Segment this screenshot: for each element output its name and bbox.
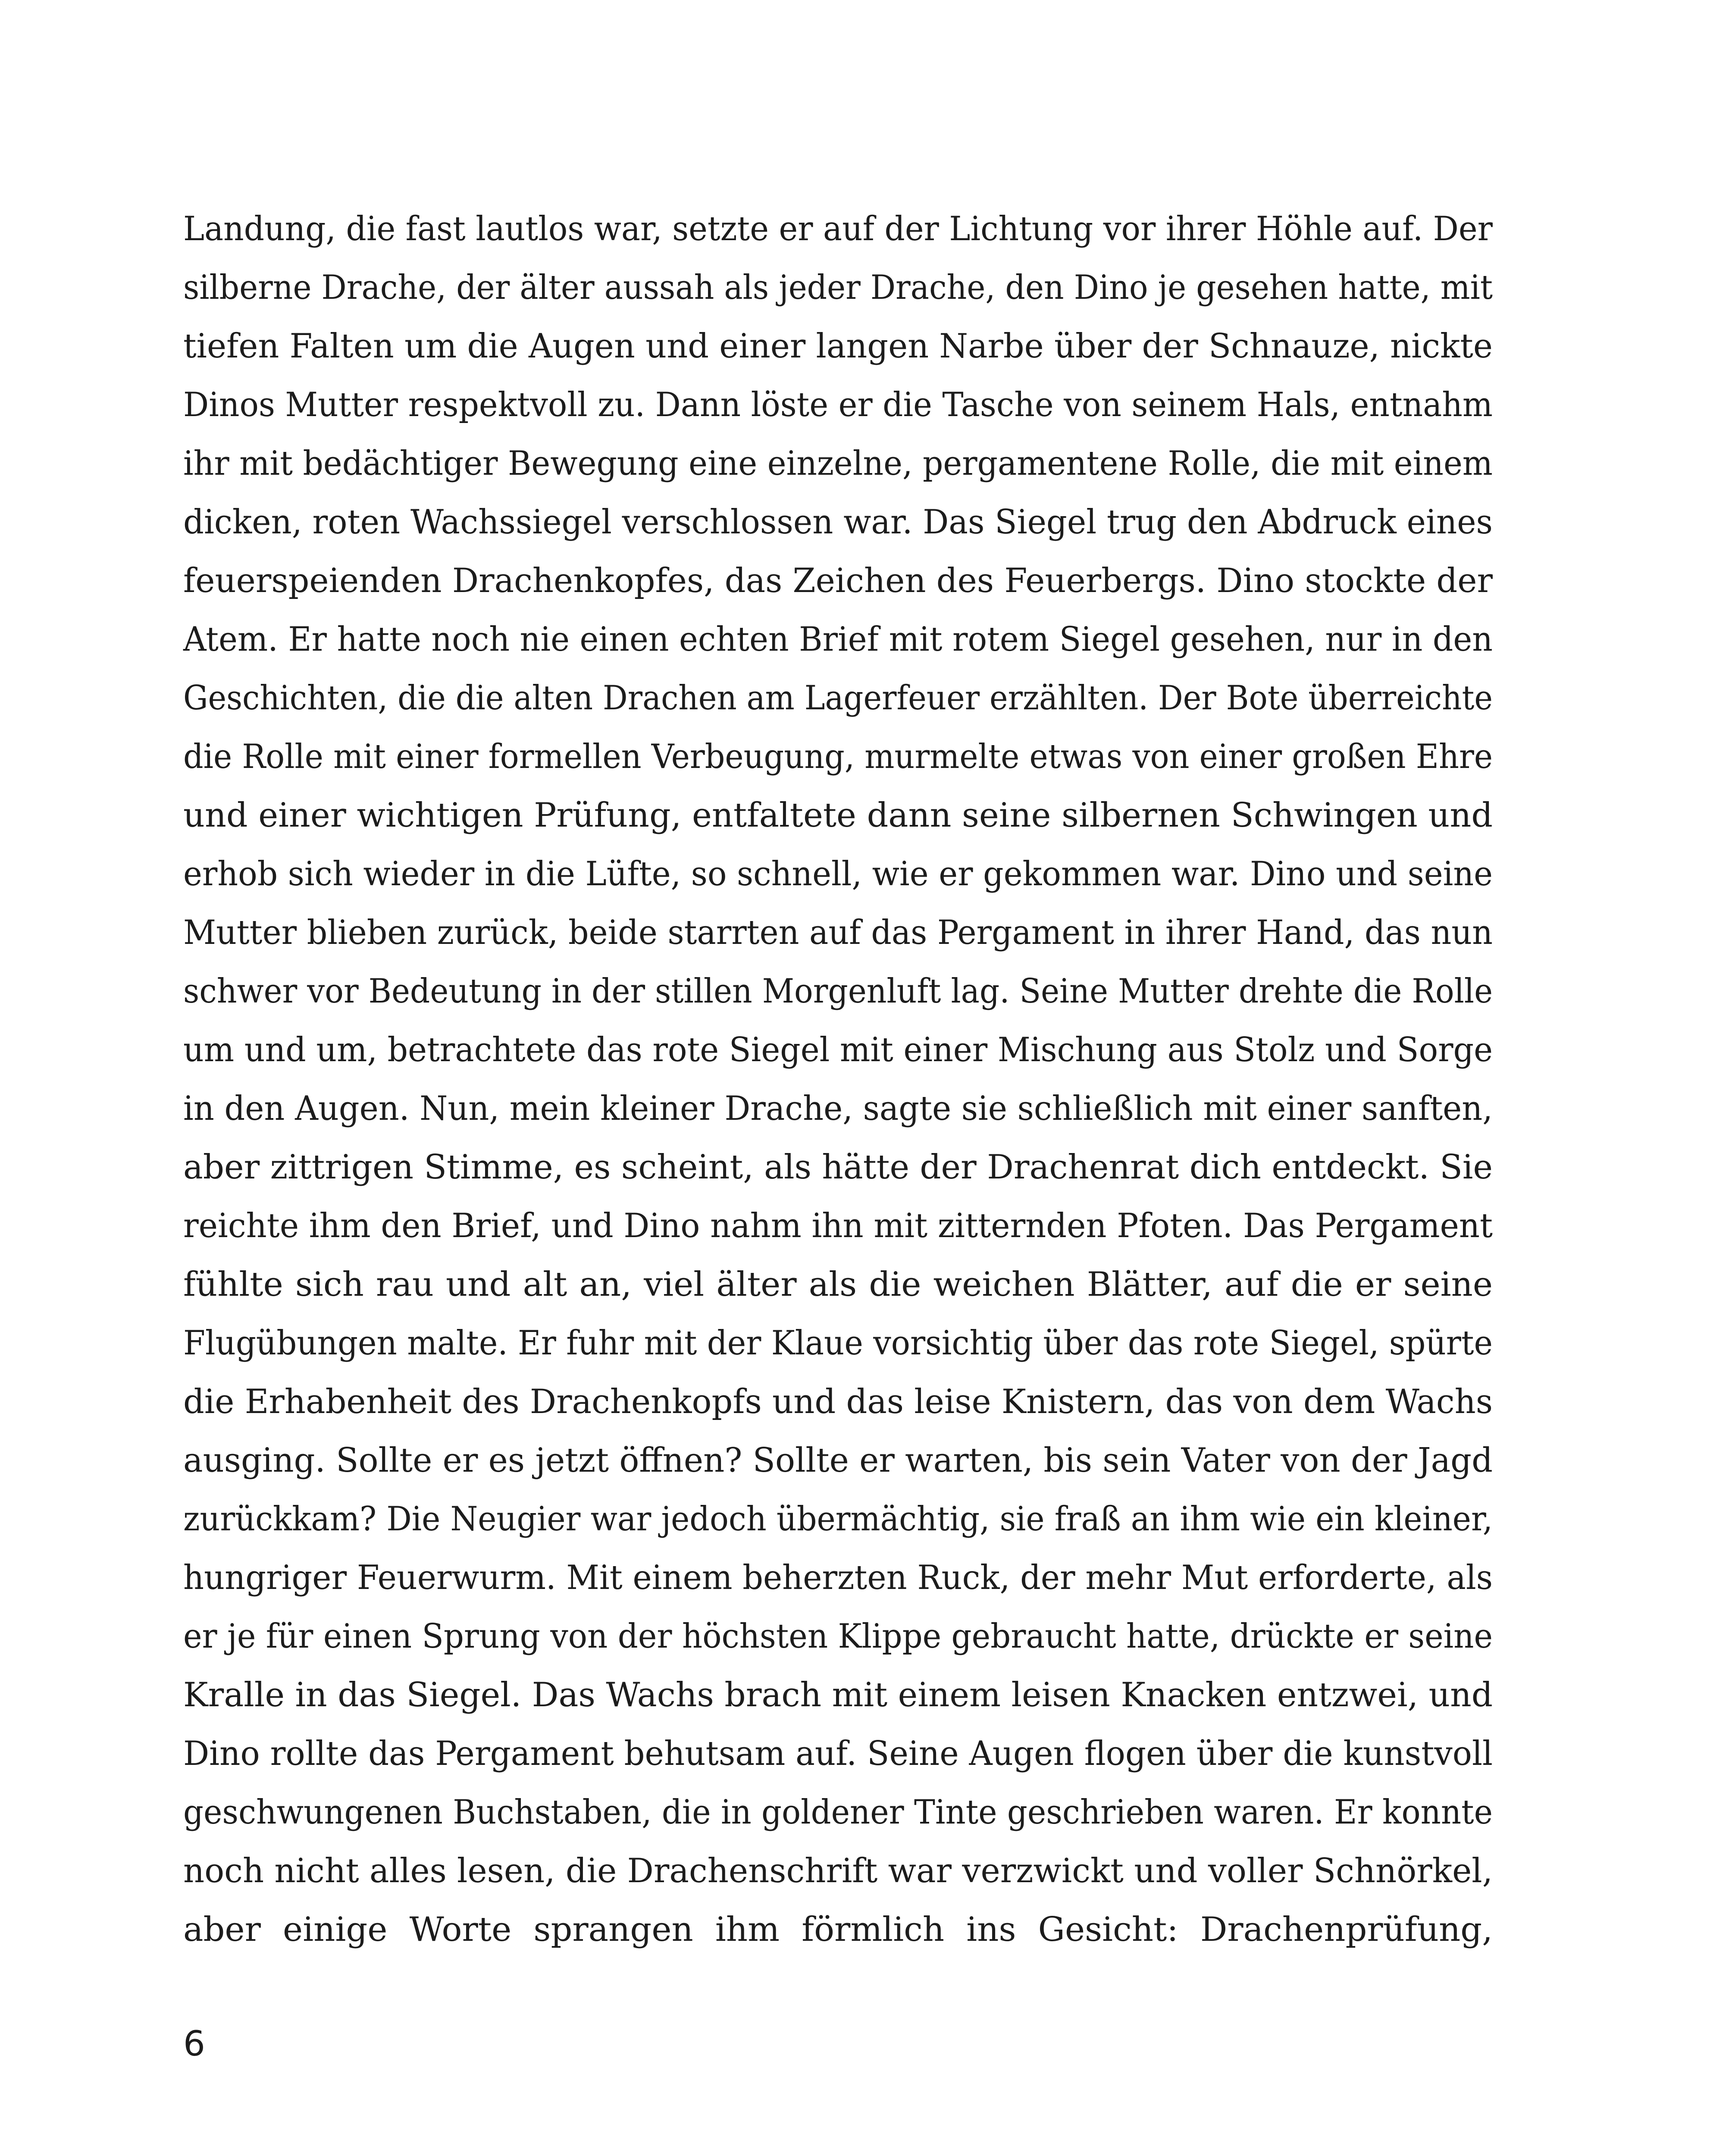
text-line: Flugübungen malte. Er fuhr mit der Klaue vorsichtig über das rote Siegel, spürte	[183, 1324, 1493, 1363]
text-line: fühlte sich rau und alt an, viel älter als die weichen Blätter, auf die er seine	[183, 1265, 1493, 1304]
page-number: 6	[183, 2024, 205, 2064]
text-line: Kralle in das Siegel. Das Wachs brach mit einem leisen Knacken entzwei, und	[183, 1676, 1493, 1714]
text-line: ihr mit bedächtiger Bewegung eine einzelne, pergamentene Rolle, die mit einem	[183, 444, 1493, 483]
text-line: tiefen Falten um die Augen und einer langen Narbe über der Schnauze, nickte	[183, 327, 1493, 366]
text-line: in den Augen. Nun, mein kleiner Drache, sagte sie schließlich mit einer sanften,	[183, 1089, 1493, 1128]
text-line: erhob sich wieder in die Lüfte, so schnell, wie er gekommen war. Dino und seine	[183, 855, 1493, 893]
text-line: hungriger Feuerwurm. Mit einem beherzten Ruck, der mehr Mut erforderte, als	[183, 1558, 1493, 1597]
text-line: Landung, die fast lautlos war, setzte er auf der Lichtung vor ihrer Höhle auf. Der	[183, 210, 1493, 248]
text-line: feuerspeienden Drachenkopfes, das Zeichen des Feuerbergs. Dino stockte der	[183, 561, 1493, 600]
text-line: dicken, roten Wachssiegel verschlossen war. Das Siegel trug den Abdruck eines	[183, 503, 1493, 542]
text-line: Mutter blieben zurück, beide starrten auf das Pergament in ihrer Hand, das nun	[183, 913, 1493, 952]
text-line: reichte ihm den Brief, und Dino nahm ihn mit zitternden Pfoten. Das Pergament	[183, 1206, 1493, 1245]
text-line: silberne Drache, der älter aussah als jeder Drache, den Dino je gesehen hatte, mit	[183, 268, 1493, 307]
text-line: Dino rollte das Pergament behutsam auf. Seine Augen flogen über die kunstvoll	[183, 1734, 1493, 1773]
text-line: noch nicht alles lesen, die Drachenschrift war verzwickt und voller Schnörkel,	[183, 1852, 1493, 1890]
text-line: geschwungenen Buchstaben, die in goldener Tinte geschrieben waren. Er konnte	[183, 1793, 1493, 1832]
text-line: Dinos Mutter respektvoll zu. Dann löste er die Tasche von seinem Hals, entnahm	[183, 385, 1493, 424]
text-line: aber einige Worte sprangen ihm förmlich ins Gesicht: Drachenprüfung,	[183, 1910, 1493, 1949]
text-line: Geschichten, die die alten Drachen am Lagerfeuer erzählten. Der Bote überreichte	[183, 679, 1493, 718]
text-line: er je für einen Sprung von der höchsten Klippe gebraucht hatte, drückte er seine	[183, 1617, 1493, 1656]
text-line: und einer wichtigen Prüfung, entfaltete dann seine silbernen Schwingen und	[183, 796, 1493, 835]
text-line: die Rolle mit einer formellen Verbeugung, murmelte etwas von einer großen Ehre	[183, 737, 1493, 776]
text-line: schwer vor Bedeutung in der stillen Morgenluft lag. Seine Mutter drehte die Rolle	[183, 972, 1493, 1011]
text-line: um und um, betrachtete das rote Siegel mit einer Mischung aus Stolz und Sorge	[183, 1031, 1493, 1069]
text-line: zurückkam? Die Neugier war jedoch übermächtig, sie fraß an ihm wie ein kleiner,	[183, 1500, 1493, 1539]
text-line: aber zittrigen Stimme, es scheint, als hätte der Drachenrat dich entdeckt. Sie	[183, 1148, 1493, 1187]
body-text	[183, 207, 1493, 1967]
text-line: die Erhabenheit des Drachenkopfs und das leise Knistern, das von dem Wachs	[183, 1382, 1493, 1421]
text-line: Atem. Er hatte noch nie einen echten Brief mit rotem Siegel gesehen, nur in den	[183, 620, 1493, 659]
text-line: ausging. Sollte er es jetzt öffnen? Sollte er warten, bis sein Vater von der Jagd	[183, 1441, 1493, 1480]
